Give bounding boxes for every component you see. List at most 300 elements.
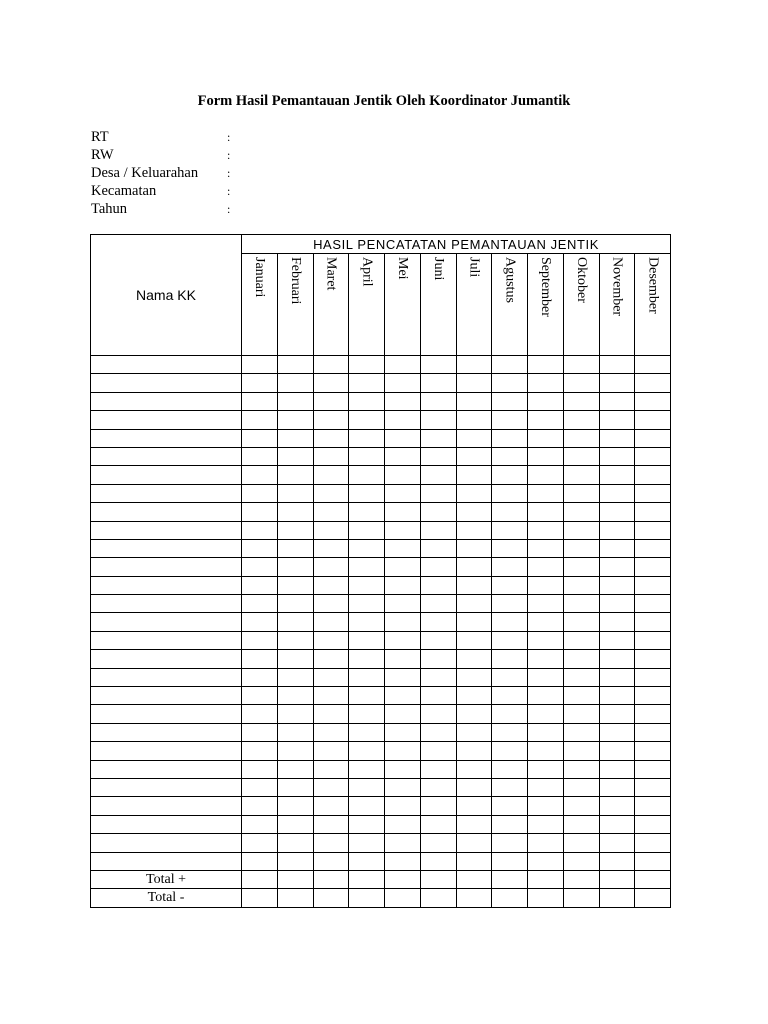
month-cell[interactable]: [456, 356, 492, 374]
month-cell[interactable]: [420, 852, 456, 870]
month-cell[interactable]: [563, 797, 599, 815]
month-cell[interactable]: [385, 447, 421, 465]
month-cell[interactable]: [563, 356, 599, 374]
month-cell[interactable]: [528, 613, 564, 631]
month-cell[interactable]: [349, 595, 385, 613]
month-cell[interactable]: [385, 392, 421, 410]
month-cell[interactable]: [242, 484, 278, 502]
month-cell[interactable]: [599, 392, 635, 410]
month-cell[interactable]: [599, 503, 635, 521]
month-cell[interactable]: [528, 705, 564, 723]
month-cell[interactable]: [420, 558, 456, 576]
month-cell[interactable]: [385, 687, 421, 705]
month-cell[interactable]: [277, 576, 313, 594]
name-cell[interactable]: [91, 392, 242, 410]
month-cell[interactable]: [563, 723, 599, 741]
month-cell[interactable]: [385, 631, 421, 649]
month-cell[interactable]: [420, 668, 456, 686]
month-cell[interactable]: [528, 539, 564, 557]
month-cell[interactable]: [563, 392, 599, 410]
month-cell[interactable]: [349, 558, 385, 576]
month-cell[interactable]: [563, 595, 599, 613]
month-cell[interactable]: [492, 797, 528, 815]
month-cell[interactable]: [313, 356, 349, 374]
month-cell[interactable]: [635, 466, 671, 484]
month-cell[interactable]: [599, 650, 635, 668]
month-cell[interactable]: [635, 852, 671, 870]
month-cell[interactable]: [385, 429, 421, 447]
month-cell[interactable]: [456, 447, 492, 465]
month-cell[interactable]: [242, 834, 278, 852]
month-cell[interactable]: [385, 742, 421, 760]
month-cell[interactable]: [349, 778, 385, 796]
month-cell[interactable]: [563, 834, 599, 852]
month-cell[interactable]: [456, 760, 492, 778]
month-cell[interactable]: [599, 447, 635, 465]
month-cell[interactable]: [563, 447, 599, 465]
month-cell[interactable]: [349, 889, 385, 907]
month-cell[interactable]: [599, 613, 635, 631]
month-cell[interactable]: [599, 521, 635, 539]
month-cell[interactable]: [242, 613, 278, 631]
month-cell[interactable]: [277, 521, 313, 539]
name-cell[interactable]: [91, 521, 242, 539]
month-cell[interactable]: [456, 539, 492, 557]
month-cell[interactable]: [385, 613, 421, 631]
month-cell[interactable]: [492, 484, 528, 502]
month-cell[interactable]: [599, 815, 635, 833]
name-cell[interactable]: [91, 742, 242, 760]
month-cell[interactable]: [385, 815, 421, 833]
month-cell[interactable]: [420, 521, 456, 539]
month-cell[interactable]: [492, 723, 528, 741]
month-cell[interactable]: [492, 613, 528, 631]
name-cell[interactable]: [91, 705, 242, 723]
month-cell[interactable]: [563, 870, 599, 888]
month-cell[interactable]: [277, 705, 313, 723]
month-cell[interactable]: [528, 503, 564, 521]
month-cell[interactable]: [635, 797, 671, 815]
month-cell[interactable]: [385, 539, 421, 557]
month-cell[interactable]: [563, 521, 599, 539]
month-cell[interactable]: [456, 429, 492, 447]
month-cell[interactable]: [635, 447, 671, 465]
month-cell[interactable]: [420, 503, 456, 521]
month-cell[interactable]: [313, 576, 349, 594]
month-cell[interactable]: [492, 760, 528, 778]
month-cell[interactable]: [385, 558, 421, 576]
month-cell[interactable]: [385, 521, 421, 539]
month-cell[interactable]: [528, 889, 564, 907]
month-cell[interactable]: [599, 539, 635, 557]
month-cell[interactable]: [313, 705, 349, 723]
month-cell[interactable]: [528, 815, 564, 833]
name-cell[interactable]: [91, 778, 242, 796]
month-cell[interactable]: [492, 668, 528, 686]
month-cell[interactable]: [420, 742, 456, 760]
month-cell[interactable]: [313, 429, 349, 447]
month-cell[interactable]: [528, 356, 564, 374]
month-cell[interactable]: [385, 870, 421, 888]
month-cell[interactable]: [456, 576, 492, 594]
month-cell[interactable]: [242, 687, 278, 705]
month-cell[interactable]: [349, 650, 385, 668]
month-cell[interactable]: [277, 723, 313, 741]
month-cell[interactable]: [599, 834, 635, 852]
month-cell[interactable]: [563, 687, 599, 705]
month-cell[interactable]: [420, 356, 456, 374]
month-cell[interactable]: [492, 466, 528, 484]
month-cell[interactable]: [313, 778, 349, 796]
month-cell[interactable]: [349, 411, 385, 429]
month-cell[interactable]: [349, 668, 385, 686]
month-cell[interactable]: [599, 668, 635, 686]
month-cell[interactable]: [420, 595, 456, 613]
month-cell[interactable]: [242, 466, 278, 484]
month-cell[interactable]: [635, 668, 671, 686]
month-cell[interactable]: [635, 484, 671, 502]
month-cell[interactable]: [277, 778, 313, 796]
month-cell[interactable]: [277, 374, 313, 392]
month-cell[interactable]: [349, 852, 385, 870]
month-cell[interactable]: [420, 870, 456, 888]
month-cell[interactable]: [635, 760, 671, 778]
month-cell[interactable]: [420, 889, 456, 907]
month-cell[interactable]: [492, 687, 528, 705]
month-cell[interactable]: [599, 778, 635, 796]
month-cell[interactable]: [349, 834, 385, 852]
month-cell[interactable]: [635, 834, 671, 852]
month-cell[interactable]: [563, 613, 599, 631]
name-cell[interactable]: [91, 650, 242, 668]
month-cell[interactable]: [492, 595, 528, 613]
name-cell[interactable]: [91, 852, 242, 870]
month-cell[interactable]: [420, 392, 456, 410]
month-cell[interactable]: [563, 668, 599, 686]
month-cell[interactable]: [313, 668, 349, 686]
month-cell[interactable]: [349, 576, 385, 594]
month-cell[interactable]: [349, 539, 385, 557]
month-cell[interactable]: [492, 356, 528, 374]
month-cell[interactable]: [563, 576, 599, 594]
month-cell[interactable]: [242, 558, 278, 576]
month-cell[interactable]: [277, 834, 313, 852]
month-cell[interactable]: [420, 429, 456, 447]
month-cell[interactable]: [635, 558, 671, 576]
month-cell[interactable]: [528, 723, 564, 741]
month-cell[interactable]: [385, 484, 421, 502]
month-cell[interactable]: [385, 595, 421, 613]
month-cell[interactable]: [313, 521, 349, 539]
month-cell[interactable]: [420, 411, 456, 429]
month-cell[interactable]: [242, 705, 278, 723]
month-cell[interactable]: [349, 705, 385, 723]
month-cell[interactable]: [528, 521, 564, 539]
month-cell[interactable]: [456, 889, 492, 907]
month-cell[interactable]: [563, 558, 599, 576]
month-cell[interactable]: [528, 558, 564, 576]
month-cell[interactable]: [563, 650, 599, 668]
month-cell[interactable]: [599, 705, 635, 723]
month-cell[interactable]: [599, 870, 635, 888]
month-cell[interactable]: [277, 687, 313, 705]
name-cell[interactable]: [91, 797, 242, 815]
month-cell[interactable]: [313, 797, 349, 815]
month-cell[interactable]: [492, 521, 528, 539]
month-cell[interactable]: [456, 484, 492, 502]
month-cell[interactable]: [242, 595, 278, 613]
month-cell[interactable]: [349, 374, 385, 392]
month-cell[interactable]: [563, 889, 599, 907]
month-cell[interactable]: [277, 595, 313, 613]
month-cell[interactable]: [349, 429, 385, 447]
month-cell[interactable]: [456, 815, 492, 833]
month-cell[interactable]: [313, 631, 349, 649]
month-cell[interactable]: [385, 356, 421, 374]
month-cell[interactable]: [635, 889, 671, 907]
month-cell[interactable]: [528, 687, 564, 705]
month-cell[interactable]: [420, 576, 456, 594]
month-cell[interactable]: [420, 466, 456, 484]
month-cell[interactable]: [385, 797, 421, 815]
month-cell[interactable]: [599, 595, 635, 613]
month-cell[interactable]: [635, 723, 671, 741]
month-cell[interactable]: [385, 576, 421, 594]
month-cell[interactable]: [599, 558, 635, 576]
month-cell[interactable]: [492, 558, 528, 576]
month-cell[interactable]: [242, 521, 278, 539]
month-cell[interactable]: [277, 539, 313, 557]
month-cell[interactable]: [492, 650, 528, 668]
month-cell[interactable]: [277, 613, 313, 631]
month-cell[interactable]: [599, 852, 635, 870]
month-cell[interactable]: [242, 797, 278, 815]
month-cell[interactable]: [277, 631, 313, 649]
month-cell[interactable]: [313, 852, 349, 870]
month-cell[interactable]: [563, 539, 599, 557]
month-cell[interactable]: [277, 392, 313, 410]
month-cell[interactable]: [277, 484, 313, 502]
month-cell[interactable]: [385, 411, 421, 429]
month-cell[interactable]: [563, 374, 599, 392]
month-cell[interactable]: [313, 595, 349, 613]
month-cell[interactable]: [599, 687, 635, 705]
month-cell[interactable]: [277, 742, 313, 760]
month-cell[interactable]: [599, 760, 635, 778]
month-cell[interactable]: [635, 392, 671, 410]
month-cell[interactable]: [242, 650, 278, 668]
month-cell[interactable]: [277, 466, 313, 484]
month-cell[interactable]: [242, 631, 278, 649]
month-cell[interactable]: [599, 631, 635, 649]
month-cell[interactable]: [313, 760, 349, 778]
month-cell[interactable]: [349, 356, 385, 374]
month-cell[interactable]: [563, 778, 599, 796]
month-cell[interactable]: [242, 392, 278, 410]
month-cell[interactable]: [599, 484, 635, 502]
month-cell[interactable]: [456, 742, 492, 760]
name-cell[interactable]: [91, 815, 242, 833]
month-cell[interactable]: [349, 484, 385, 502]
month-cell[interactable]: [528, 411, 564, 429]
month-cell[interactable]: [492, 429, 528, 447]
month-cell[interactable]: [313, 447, 349, 465]
month-cell[interactable]: [349, 521, 385, 539]
month-cell[interactable]: [635, 521, 671, 539]
month-cell[interactable]: [349, 392, 385, 410]
month-cell[interactable]: [456, 631, 492, 649]
month-cell[interactable]: [492, 447, 528, 465]
name-cell[interactable]: [91, 760, 242, 778]
month-cell[interactable]: [242, 870, 278, 888]
name-cell[interactable]: [91, 539, 242, 557]
month-cell[interactable]: [242, 539, 278, 557]
month-cell[interactable]: [385, 466, 421, 484]
month-cell[interactable]: [492, 889, 528, 907]
month-cell[interactable]: [242, 760, 278, 778]
month-cell[interactable]: [456, 852, 492, 870]
month-cell[interactable]: [528, 668, 564, 686]
month-cell[interactable]: [635, 503, 671, 521]
name-cell[interactable]: [91, 595, 242, 613]
month-cell[interactable]: [528, 797, 564, 815]
name-cell[interactable]: [91, 374, 242, 392]
month-cell[interactable]: [313, 503, 349, 521]
month-cell[interactable]: [420, 687, 456, 705]
month-cell[interactable]: [528, 760, 564, 778]
month-cell[interactable]: [635, 742, 671, 760]
month-cell[interactable]: [528, 374, 564, 392]
month-cell[interactable]: [599, 742, 635, 760]
month-cell[interactable]: [420, 760, 456, 778]
month-cell[interactable]: [563, 852, 599, 870]
month-cell[interactable]: [492, 778, 528, 796]
month-cell[interactable]: [492, 411, 528, 429]
month-cell[interactable]: [420, 778, 456, 796]
month-cell[interactable]: [635, 595, 671, 613]
month-cell[interactable]: [313, 374, 349, 392]
month-cell[interactable]: [528, 631, 564, 649]
name-cell[interactable]: [91, 723, 242, 741]
month-cell[interactable]: [492, 576, 528, 594]
name-cell[interactable]: [91, 613, 242, 631]
month-cell[interactable]: [313, 539, 349, 557]
month-cell[interactable]: [313, 687, 349, 705]
name-cell[interactable]: [91, 668, 242, 686]
month-cell[interactable]: [242, 447, 278, 465]
month-cell[interactable]: [242, 374, 278, 392]
month-cell[interactable]: [492, 815, 528, 833]
month-cell[interactable]: [277, 411, 313, 429]
month-cell[interactable]: [385, 503, 421, 521]
month-cell[interactable]: [456, 668, 492, 686]
month-cell[interactable]: [635, 705, 671, 723]
month-cell[interactable]: [492, 742, 528, 760]
month-cell[interactable]: [313, 484, 349, 502]
month-cell[interactable]: [599, 466, 635, 484]
month-cell[interactable]: [492, 392, 528, 410]
month-cell[interactable]: [313, 834, 349, 852]
month-cell[interactable]: [313, 742, 349, 760]
month-cell[interactable]: [277, 870, 313, 888]
month-cell[interactable]: [492, 503, 528, 521]
name-cell[interactable]: [91, 558, 242, 576]
month-cell[interactable]: [599, 576, 635, 594]
month-cell[interactable]: [349, 870, 385, 888]
month-cell[interactable]: [528, 870, 564, 888]
name-cell[interactable]: [91, 411, 242, 429]
month-cell[interactable]: [599, 374, 635, 392]
month-cell[interactable]: [635, 356, 671, 374]
month-cell[interactable]: [456, 466, 492, 484]
month-cell[interactable]: [277, 668, 313, 686]
month-cell[interactable]: [313, 411, 349, 429]
month-cell[interactable]: [385, 889, 421, 907]
month-cell[interactable]: [349, 723, 385, 741]
month-cell[interactable]: [456, 778, 492, 796]
month-cell[interactable]: [492, 870, 528, 888]
month-cell[interactable]: [492, 705, 528, 723]
month-cell[interactable]: [242, 723, 278, 741]
month-cell[interactable]: [242, 668, 278, 686]
month-cell[interactable]: [420, 834, 456, 852]
month-cell[interactable]: [385, 760, 421, 778]
month-cell[interactable]: [456, 687, 492, 705]
month-cell[interactable]: [242, 742, 278, 760]
month-cell[interactable]: [242, 778, 278, 796]
month-cell[interactable]: [420, 539, 456, 557]
name-cell[interactable]: [91, 466, 242, 484]
month-cell[interactable]: [349, 503, 385, 521]
month-cell[interactable]: [563, 466, 599, 484]
month-cell[interactable]: [420, 613, 456, 631]
name-cell[interactable]: [91, 687, 242, 705]
month-cell[interactable]: [528, 778, 564, 796]
month-cell[interactable]: [528, 576, 564, 594]
month-cell[interactable]: [528, 429, 564, 447]
month-cell[interactable]: [563, 815, 599, 833]
month-cell[interactable]: [456, 521, 492, 539]
month-cell[interactable]: [313, 558, 349, 576]
month-cell[interactable]: [420, 650, 456, 668]
month-cell[interactable]: [599, 411, 635, 429]
month-cell[interactable]: [277, 797, 313, 815]
month-cell[interactable]: [456, 705, 492, 723]
month-cell[interactable]: [528, 595, 564, 613]
month-cell[interactable]: [492, 539, 528, 557]
month-cell[interactable]: [277, 503, 313, 521]
month-cell[interactable]: [277, 429, 313, 447]
month-cell[interactable]: [385, 778, 421, 796]
month-cell[interactable]: [313, 650, 349, 668]
month-cell[interactable]: [349, 631, 385, 649]
month-cell[interactable]: [635, 429, 671, 447]
month-cell[interactable]: [349, 797, 385, 815]
month-cell[interactable]: [313, 889, 349, 907]
month-cell[interactable]: [242, 429, 278, 447]
month-cell[interactable]: [349, 760, 385, 778]
month-cell[interactable]: [313, 723, 349, 741]
month-cell[interactable]: [635, 778, 671, 796]
month-cell[interactable]: [349, 447, 385, 465]
month-cell[interactable]: [456, 723, 492, 741]
month-cell[interactable]: [313, 466, 349, 484]
month-cell[interactable]: [635, 631, 671, 649]
month-cell[interactable]: [242, 576, 278, 594]
month-cell[interactable]: [599, 429, 635, 447]
month-cell[interactable]: [349, 742, 385, 760]
month-cell[interactable]: [456, 613, 492, 631]
